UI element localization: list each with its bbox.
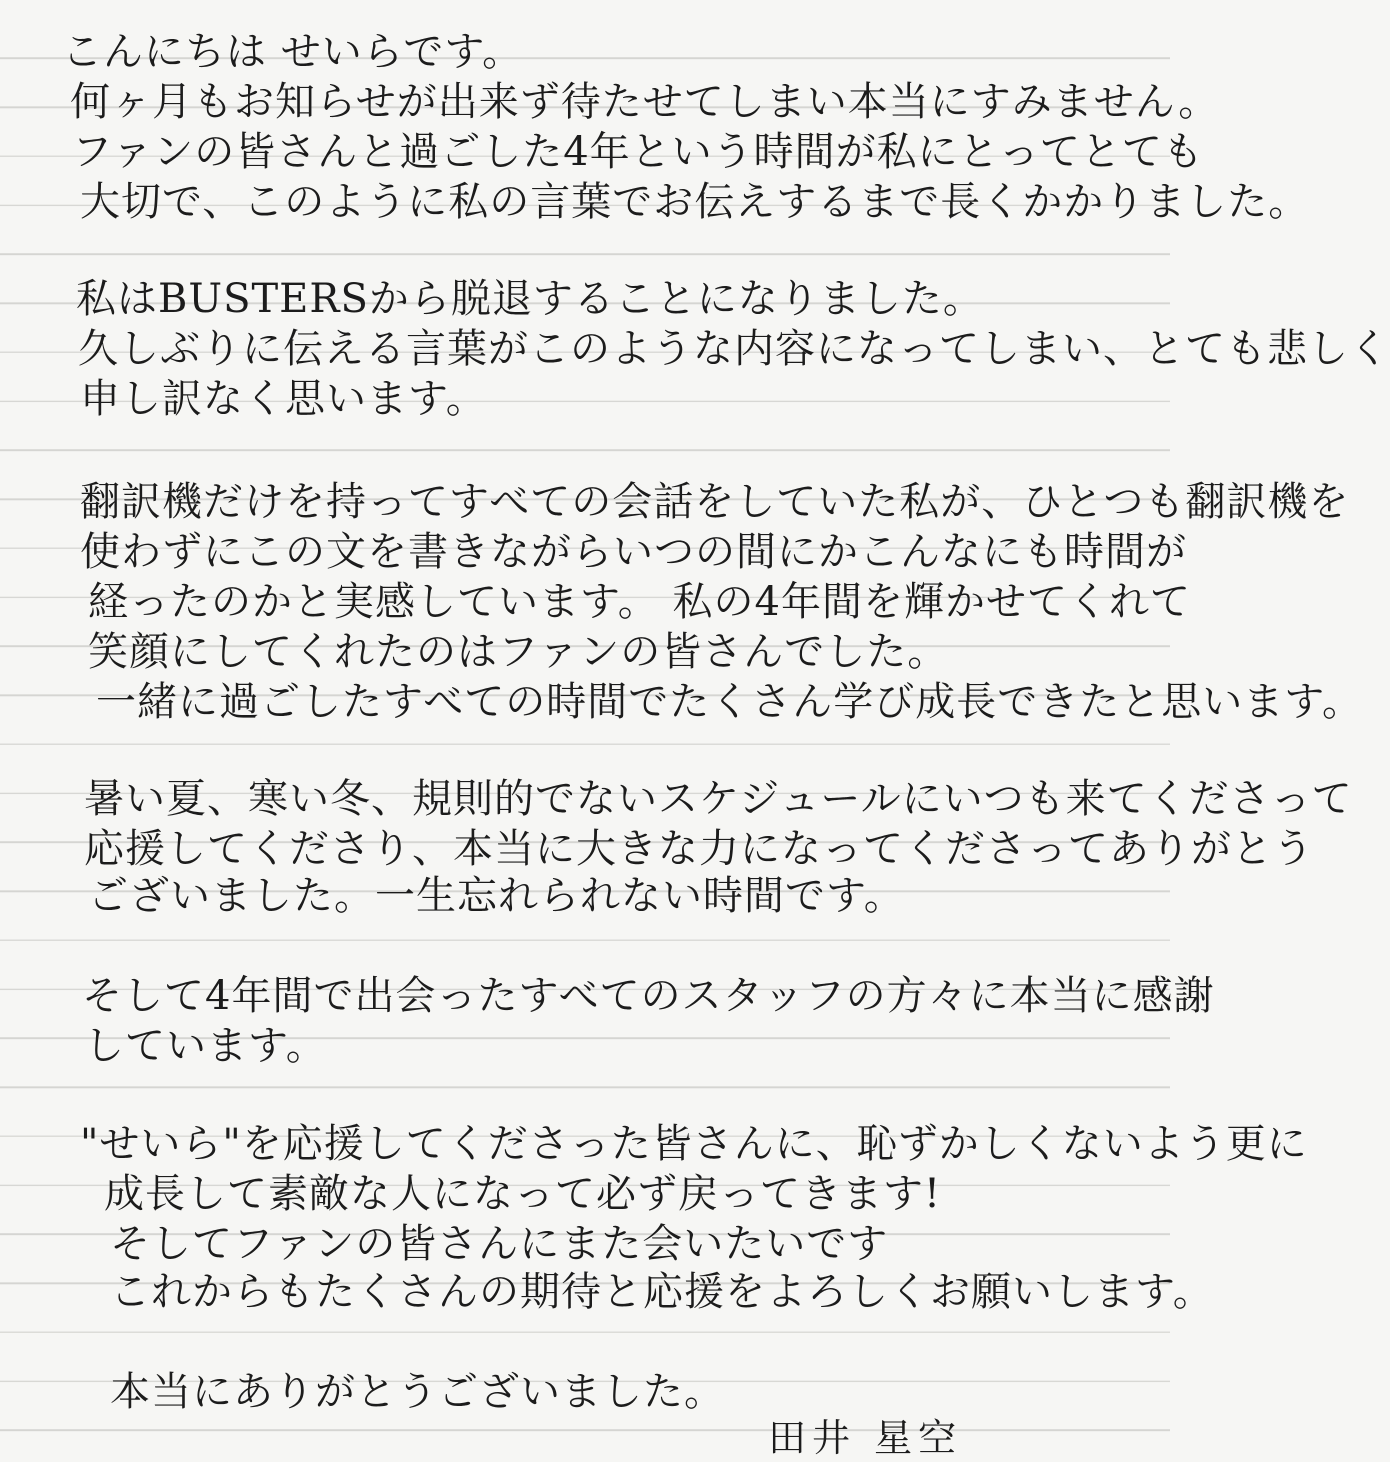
- letter-line: 大切で、このように私の言葉でお伝えするまで長くかかりました。: [80, 179, 1310, 225]
- letter-line: 応援してくださり、本当に大きな力になってくださってありがとう: [84, 826, 1314, 872]
- letter-line: 経ったのかと実感しています。 私の4年間を輝かせてくれて: [88, 579, 1191, 625]
- signature: 田井 星空: [768, 1416, 963, 1460]
- letter-line: 成長して素敵な人になって必ず戻ってきます!: [104, 1171, 942, 1217]
- letter-line: しています。: [84, 1023, 327, 1069]
- letter-line: 私はBUSTERSから脱退することになりました。: [76, 276, 984, 322]
- letter-line: 久しぶりに伝える言葉がこのような内容になってしまい、とても悲しく: [78, 326, 1390, 372]
- letter-line: 笑顔にしてくれたのはファンの皆さんでした。: [88, 629, 949, 675]
- letter-line: こんにちは せいらです。: [62, 29, 524, 75]
- letter-line: そしてファンの皆さんにまた会いたいです: [110, 1221, 889, 1267]
- letter-line: ファンの皆さんと過ごした4年という時間が私にとってとても: [72, 129, 1204, 175]
- letter-line: "せいら"を応援してくださった皆さんに、恥ずかしくないよう更に: [80, 1121, 1308, 1167]
- letter-line: 翻訳機だけを持ってすべての会話をしていた私が、ひとつも翻訳機を: [80, 479, 1350, 525]
- letter-line: 使わずにこの文を書きながらいつの間にかこんなにも時間が: [80, 529, 1187, 575]
- letter-line: 何ヶ月もお知らせが出来ず待たせてしまい本当にすみません。: [70, 79, 1220, 125]
- letter-line: 申し訳なく思います。: [80, 376, 487, 422]
- letter-line: 暑い夏、寒い冬、規則的でないスケジュールにいつも来てくださって: [84, 776, 1353, 822]
- letter-line: 一緒に過ごしたすべての時間でたくさん学び成長できたと思います。: [96, 679, 1363, 725]
- letter-line: ございました。一生忘れられない時間です。: [88, 873, 905, 919]
- letter-line: 本当にありがとうございました。: [110, 1369, 725, 1415]
- letter-line: これからもたくさんの期待と応援をよろしくお願いします。: [110, 1269, 1214, 1315]
- letter-line: そして4年間で出会ったすべてのスタッフの方々に本当に感謝: [82, 973, 1215, 1019]
